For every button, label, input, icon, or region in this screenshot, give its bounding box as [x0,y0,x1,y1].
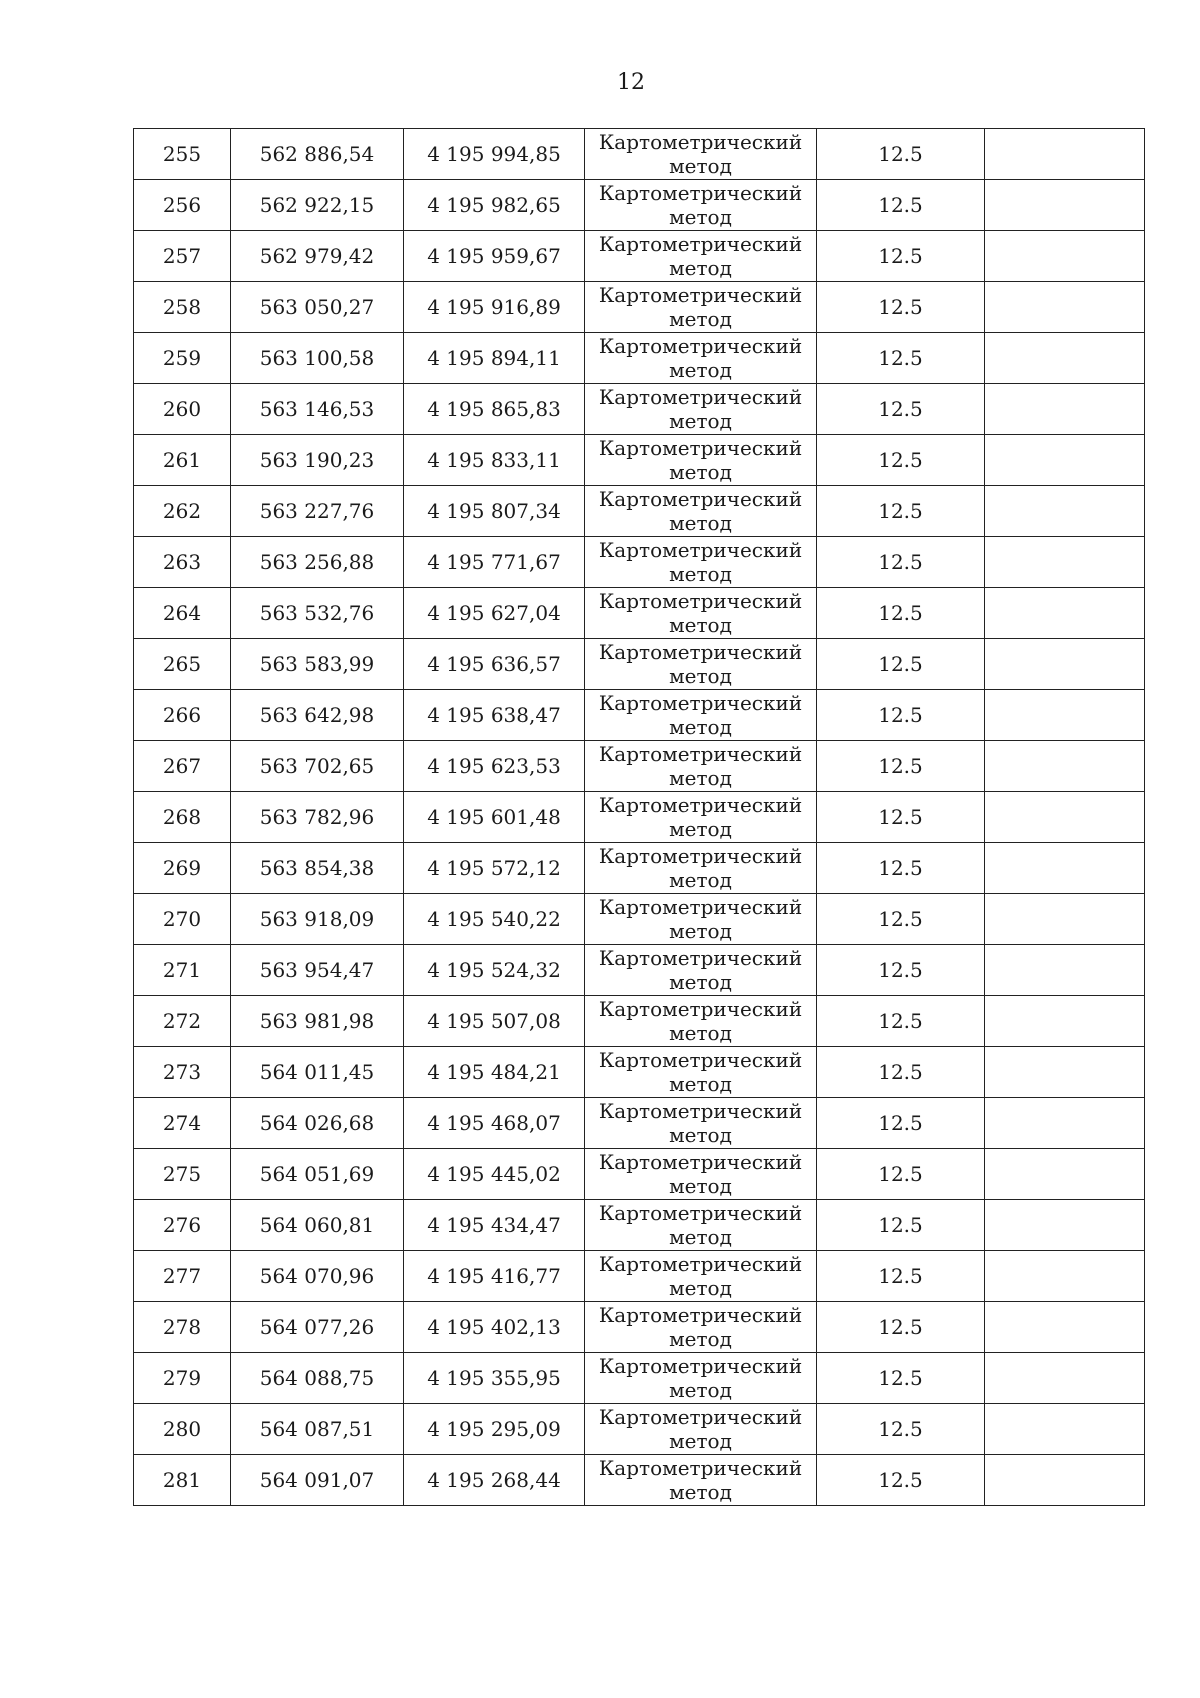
accuracy-cell: 12.5 [817,435,985,486]
method-line-1: Картометрический [598,1405,803,1429]
x-coordinate-cell: 564 077,26 [231,1302,404,1353]
y-coordinate-cell: 4 195 524,32 [404,945,585,996]
method-line-1: Картометрический [598,1303,803,1327]
table-row [134,1251,1145,1302]
method-cell [585,1098,817,1149]
point-number-cell: 273 [134,1047,231,1098]
x-coordinate-cell: 563 100,58 [231,333,404,384]
method-cell [585,588,817,639]
accuracy-cell: 12.5 [817,129,985,180]
method-line-2: метод [669,256,732,280]
table-row [134,1149,1145,1200]
method-line-1: Картометрический [598,742,803,766]
y-coordinate-cell: 4 195 484,21 [404,1047,585,1098]
method-cell [585,1149,817,1200]
point-number-cell: 270 [134,894,231,945]
note-cell [985,231,1145,282]
x-coordinate-cell: 563 918,09 [231,894,404,945]
x-coordinate-cell: 563 981,98 [231,996,404,1047]
coordinates-table [133,128,1145,1506]
accuracy-cell: 12.5 [817,1455,985,1506]
method-line-1: Картометрический [598,436,803,460]
x-coordinate-cell: 563 583,99 [231,639,404,690]
table-row [134,690,1145,741]
x-coordinate-cell: 562 922,15 [231,180,404,231]
note-cell [985,894,1145,945]
y-coordinate-cell: 4 195 994,85 [404,129,585,180]
point-number-cell: 280 [134,1404,231,1455]
accuracy-cell: 12.5 [817,180,985,231]
method-cell [585,129,817,180]
y-coordinate-cell: 4 195 507,08 [404,996,585,1047]
y-coordinate-cell: 4 195 627,04 [404,588,585,639]
table-row [134,894,1145,945]
y-coordinate-cell: 4 195 771,67 [404,537,585,588]
note-cell [985,1200,1145,1251]
method-line-2: метод [669,1378,732,1402]
method-line-1: Картометрический [598,946,803,970]
method-line-2: метод [669,868,732,892]
point-number-cell: 278 [134,1302,231,1353]
table-row [134,1047,1145,1098]
method-line-1: Картометрический [598,487,803,511]
x-coordinate-cell: 564 070,96 [231,1251,404,1302]
note-cell [985,282,1145,333]
point-number-cell: 267 [134,741,231,792]
method-line-2: метод [669,1429,732,1453]
accuracy-cell: 12.5 [817,1047,985,1098]
y-coordinate-cell: 4 195 445,02 [404,1149,585,1200]
x-coordinate-cell: 564 026,68 [231,1098,404,1149]
note-cell [985,537,1145,588]
note-cell [985,1098,1145,1149]
note-cell [985,1455,1145,1506]
x-coordinate-cell: 562 886,54 [231,129,404,180]
method-line-2: метод [669,205,732,229]
method-cell [585,1404,817,1455]
method-line-1: Картометрический [598,538,803,562]
note-cell [985,843,1145,894]
method-cell [585,537,817,588]
method-line-2: метод [669,664,732,688]
method-line-2: метод [669,1021,732,1045]
method-line-1: Картометрический [598,997,803,1021]
y-coordinate-cell: 4 195 572,12 [404,843,585,894]
y-coordinate-cell: 4 195 268,44 [404,1455,585,1506]
table-row [134,180,1145,231]
method-cell [585,1047,817,1098]
accuracy-cell: 12.5 [817,1302,985,1353]
point-number-cell: 265 [134,639,231,690]
method-cell [585,639,817,690]
method-cell [585,486,817,537]
method-line-2: метод [669,358,732,382]
note-cell [985,588,1145,639]
method-line-1: Картометрический [598,589,803,613]
y-coordinate-cell: 4 195 807,34 [404,486,585,537]
method-cell [585,843,817,894]
x-coordinate-cell: 564 011,45 [231,1047,404,1098]
table-row [134,639,1145,690]
accuracy-cell: 12.5 [817,1353,985,1404]
note-cell [985,333,1145,384]
table-row [134,486,1145,537]
accuracy-cell: 12.5 [817,639,985,690]
method-line-1: Картометрический [598,1354,803,1378]
method-cell [585,945,817,996]
x-coordinate-cell: 563 256,88 [231,537,404,588]
point-number-cell: 277 [134,1251,231,1302]
point-number-cell: 264 [134,588,231,639]
method-line-2: метод [669,1327,732,1351]
method-line-2: метод [669,1480,732,1504]
table-row [134,843,1145,894]
x-coordinate-cell: 563 854,38 [231,843,404,894]
page-number: 12 [617,70,645,95]
method-cell [585,384,817,435]
accuracy-cell: 12.5 [817,231,985,282]
note-cell [985,741,1145,792]
point-number-cell: 257 [134,231,231,282]
method-line-1: Картометрический [598,1048,803,1072]
accuracy-cell: 12.5 [817,1098,985,1149]
point-number-cell: 281 [134,1455,231,1506]
note-cell [985,384,1145,435]
point-number-cell: 261 [134,435,231,486]
method-line-1: Картометрический [598,1099,803,1123]
x-coordinate-cell: 563 954,47 [231,945,404,996]
method-cell [585,1455,817,1506]
x-coordinate-cell: 563 702,65 [231,741,404,792]
table-row [134,741,1145,792]
point-number-cell: 274 [134,1098,231,1149]
accuracy-cell: 12.5 [817,792,985,843]
point-number-cell: 256 [134,180,231,231]
y-coordinate-cell: 4 195 434,47 [404,1200,585,1251]
accuracy-cell: 12.5 [817,486,985,537]
accuracy-cell: 12.5 [817,333,985,384]
point-number-cell: 272 [134,996,231,1047]
accuracy-cell: 12.5 [817,894,985,945]
method-line-1: Картометрический [598,895,803,919]
method-line-1: Картометрический [598,1252,803,1276]
method-cell [585,435,817,486]
accuracy-cell: 12.5 [817,384,985,435]
note-cell [985,996,1145,1047]
note-cell [985,486,1145,537]
method-line-2: метод [669,154,732,178]
y-coordinate-cell: 4 195 959,67 [404,231,585,282]
note-cell [985,1047,1145,1098]
method-line-2: метод [669,970,732,994]
table-row [134,1200,1145,1251]
method-line-2: метод [669,919,732,943]
point-number-cell: 271 [134,945,231,996]
accuracy-cell: 12.5 [817,1251,985,1302]
y-coordinate-cell: 4 195 865,83 [404,384,585,435]
method-line-1: Картометрический [598,691,803,715]
note-cell [985,1251,1145,1302]
method-cell [585,1251,817,1302]
y-coordinate-cell: 4 195 540,22 [404,894,585,945]
method-line-1: Картометрический [598,844,803,868]
accuracy-cell: 12.5 [817,588,985,639]
y-coordinate-cell: 4 195 636,57 [404,639,585,690]
y-coordinate-cell: 4 195 295,09 [404,1404,585,1455]
accuracy-cell: 12.5 [817,996,985,1047]
method-cell [585,741,817,792]
note-cell [985,1353,1145,1404]
method-line-1: Картометрический [598,385,803,409]
method-cell [585,792,817,843]
note-cell [985,1149,1145,1200]
y-coordinate-cell: 4 195 833,11 [404,435,585,486]
method-line-1: Картометрический [598,1456,803,1480]
y-coordinate-cell: 4 195 623,53 [404,741,585,792]
point-number-cell: 255 [134,129,231,180]
point-number-cell: 259 [134,333,231,384]
method-line-2: метод [669,1225,732,1249]
table-row [134,282,1145,333]
y-coordinate-cell: 4 195 894,11 [404,333,585,384]
method-cell [585,333,817,384]
accuracy-cell: 12.5 [817,843,985,894]
table-row [134,1455,1145,1506]
method-line-1: Картометрический [598,283,803,307]
coordinates-table-body [134,129,1145,1506]
x-coordinate-cell: 564 088,75 [231,1353,404,1404]
method-line-1: Картометрический [598,793,803,817]
method-line-2: метод [669,1123,732,1147]
table-row [134,129,1145,180]
x-coordinate-cell: 564 091,07 [231,1455,404,1506]
x-coordinate-cell: 564 051,69 [231,1149,404,1200]
x-coordinate-cell: 564 060,81 [231,1200,404,1251]
method-line-1: Картометрический [598,1201,803,1225]
method-line-2: метод [669,766,732,790]
method-line-2: метод [669,817,732,841]
table-row [134,1404,1145,1455]
x-coordinate-cell: 562 979,42 [231,231,404,282]
method-cell [585,180,817,231]
note-cell [985,792,1145,843]
accuracy-cell: 12.5 [817,1404,985,1455]
table-row [134,1353,1145,1404]
table-row [134,384,1145,435]
table-row [134,1098,1145,1149]
point-number-cell: 266 [134,690,231,741]
method-line-1: Картометрический [598,640,803,664]
note-cell [985,639,1145,690]
table-row [134,537,1145,588]
accuracy-cell: 12.5 [817,741,985,792]
accuracy-cell: 12.5 [817,282,985,333]
method-cell [585,1302,817,1353]
note-cell [985,1302,1145,1353]
x-coordinate-cell: 563 642,98 [231,690,404,741]
table-row [134,435,1145,486]
y-coordinate-cell: 4 195 638,47 [404,690,585,741]
y-coordinate-cell: 4 195 416,77 [404,1251,585,1302]
method-line-1: Картометрический [598,232,803,256]
note-cell [985,180,1145,231]
x-coordinate-cell: 563 532,76 [231,588,404,639]
x-coordinate-cell: 563 190,23 [231,435,404,486]
method-line-2: метод [669,1276,732,1300]
y-coordinate-cell: 4 195 982,65 [404,180,585,231]
table-row [134,231,1145,282]
x-coordinate-cell: 563 050,27 [231,282,404,333]
accuracy-cell: 12.5 [817,1200,985,1251]
method-line-1: Картометрический [598,1150,803,1174]
table-row [134,996,1145,1047]
method-line-2: метод [669,1174,732,1198]
y-coordinate-cell: 4 195 402,13 [404,1302,585,1353]
y-coordinate-cell: 4 195 916,89 [404,282,585,333]
point-number-cell: 269 [134,843,231,894]
table-row [134,792,1145,843]
point-number-cell: 260 [134,384,231,435]
method-cell [585,894,817,945]
note-cell [985,1404,1145,1455]
point-number-cell: 276 [134,1200,231,1251]
method-line-1: Картометрический [598,181,803,205]
x-coordinate-cell: 563 782,96 [231,792,404,843]
method-cell [585,996,817,1047]
accuracy-cell: 12.5 [817,537,985,588]
table-row [134,588,1145,639]
table-row [134,945,1145,996]
method-line-2: метод [669,460,732,484]
table-row [134,1302,1145,1353]
method-line-2: метод [669,307,732,331]
x-coordinate-cell: 563 146,53 [231,384,404,435]
method-line-2: метод [669,511,732,535]
method-line-2: метод [669,562,732,586]
method-cell [585,690,817,741]
point-number-cell: 275 [134,1149,231,1200]
method-line-2: метод [669,715,732,739]
point-number-cell: 258 [134,282,231,333]
method-cell [585,1200,817,1251]
method-line-2: метод [669,1072,732,1096]
point-number-cell: 279 [134,1353,231,1404]
point-number-cell: 263 [134,537,231,588]
table-row [134,333,1145,384]
note-cell [985,435,1145,486]
y-coordinate-cell: 4 195 601,48 [404,792,585,843]
method-line-2: метод [669,613,732,637]
x-coordinate-cell: 564 087,51 [231,1404,404,1455]
method-line-1: Картометрический [598,334,803,358]
accuracy-cell: 12.5 [817,690,985,741]
point-number-cell: 268 [134,792,231,843]
method-cell [585,231,817,282]
method-cell [585,282,817,333]
note-cell [985,945,1145,996]
method-cell [585,1353,817,1404]
point-number-cell: 262 [134,486,231,537]
accuracy-cell: 12.5 [817,945,985,996]
note-cell [985,690,1145,741]
method-line-2: метод [669,409,732,433]
note-cell [985,129,1145,180]
y-coordinate-cell: 4 195 468,07 [404,1098,585,1149]
y-coordinate-cell: 4 195 355,95 [404,1353,585,1404]
accuracy-cell: 12.5 [817,1149,985,1200]
method-line-1: Картометрический [598,130,803,154]
x-coordinate-cell: 563 227,76 [231,486,404,537]
